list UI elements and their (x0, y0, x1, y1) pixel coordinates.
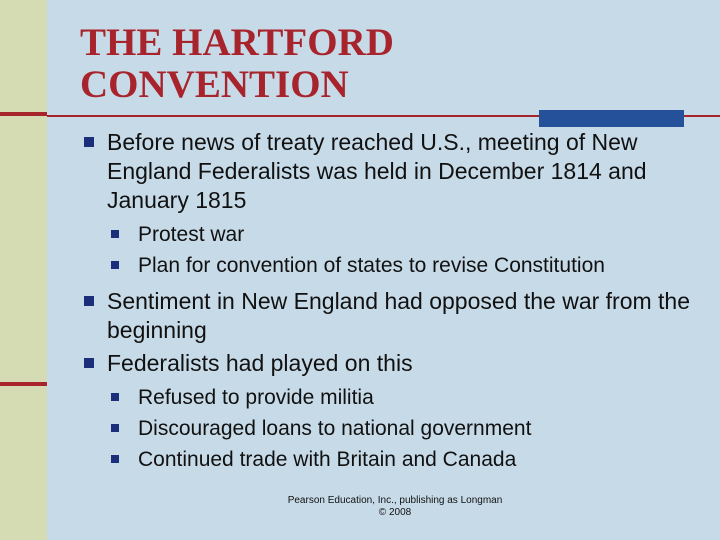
sub-bullet-text: Protest war (138, 223, 245, 246)
square-bullet-icon (84, 296, 94, 306)
square-bullet-icon (111, 455, 119, 463)
square-bullet-icon (111, 393, 119, 401)
slide-title (80, 22, 640, 106)
band-accent-bottom (0, 382, 47, 386)
sub-bullet-list (84, 382, 704, 475)
bullet-text: Sentiment in New England had opposed the war from the beginning (107, 288, 691, 343)
sub-bullet-list (84, 219, 704, 281)
slide-body (84, 128, 704, 481)
slide-footer (240, 495, 550, 519)
sub-bullet-item (84, 444, 704, 475)
left-decorative-band (0, 0, 47, 540)
sub-bullet-text: Plan for convention of states to revise Constitution (138, 254, 605, 277)
sub-bullet-item (84, 219, 704, 250)
sub-bullet-item (84, 382, 704, 413)
sub-bullet-text: Continued trade with Britain and Canada (138, 448, 517, 471)
bullet-item (84, 287, 704, 345)
square-bullet-icon (111, 230, 119, 238)
square-bullet-icon (111, 261, 119, 269)
square-bullet-icon (84, 137, 94, 147)
sub-bullet-item (84, 413, 704, 444)
bullet-text: Before news of treaty reached U.S., meeting of New England Federalists was held in December 1814 and January 1815 (107, 129, 647, 213)
bullet-item (84, 128, 704, 215)
footer-publisher: Pearson Education, Inc., publishing as Longman (287, 495, 503, 506)
footer-copyright: © 2008 (378, 507, 412, 518)
square-bullet-icon (111, 424, 119, 432)
sub-bullet-text: Discouraged loans to national government (138, 417, 532, 440)
sub-bullet-item (84, 250, 704, 281)
bullet-item (84, 349, 704, 378)
bullet-text: Federalists had played on this (107, 350, 413, 376)
band-accent-top (0, 112, 47, 116)
sub-bullet-text: Refused to provide militia (138, 386, 374, 409)
title-line-1: THE HARTFORD (80, 21, 394, 64)
title-accent-bar (539, 110, 684, 127)
title-line-2: CONVENTION (80, 63, 349, 106)
square-bullet-icon (84, 358, 94, 368)
